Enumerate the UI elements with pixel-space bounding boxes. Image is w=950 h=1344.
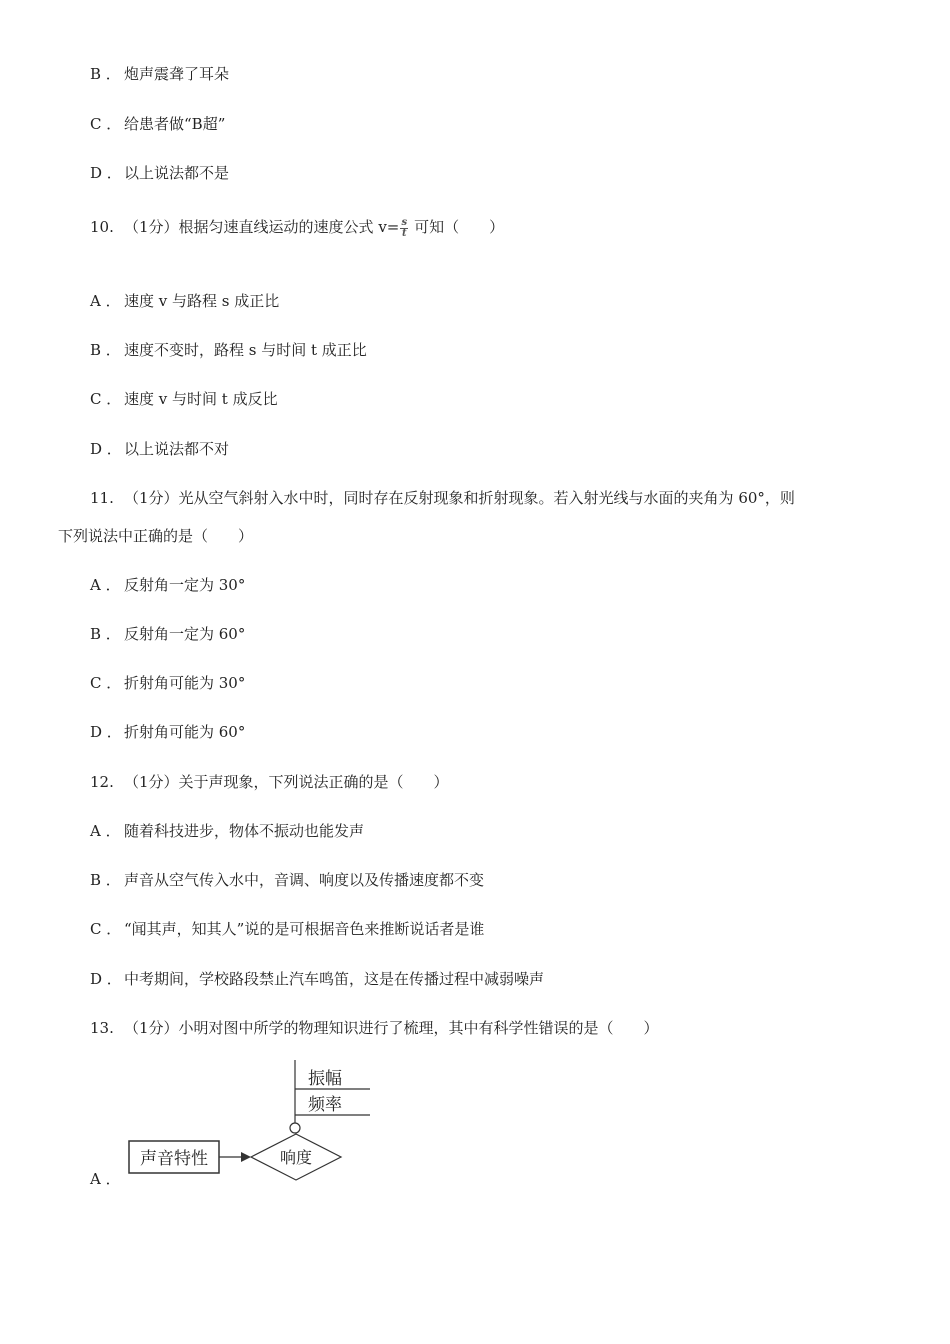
option-text: 折射角可能为 60° — [124, 723, 246, 741]
option-label: B ． — [90, 871, 121, 889]
option-c[interactable] — [90, 918, 484, 940]
option-text: 炮声震聋了耳朵 — [124, 65, 230, 83]
option-text: 以上说法都不对 — [124, 440, 230, 458]
question-11-stem — [90, 487, 795, 509]
option-d[interactable] — [90, 721, 245, 743]
stem-text: （1分）关于声现象，下列说法正确的是（ ） — [124, 773, 449, 791]
option-text: 反射角一定为 30° — [124, 576, 246, 594]
option-label: C ． — [90, 920, 122, 938]
question-number: 11. — [90, 489, 114, 507]
option-text: 中考期间，学校路段禁止汽车鸣笛，这是在传播过程中减弱噪声 — [124, 970, 545, 988]
option-label: C ． — [90, 390, 122, 408]
question-11-stem-cont: 下列说法中正确的是（ ） — [58, 527, 254, 545]
option-label: B ． — [90, 341, 121, 359]
option-label: C ． — [90, 115, 122, 133]
stem-part-b: 可知（ ） — [409, 218, 505, 236]
branch-label-amplitude: 振幅 — [308, 1069, 342, 1089]
option-d[interactable] — [90, 438, 229, 460]
option-text: 速度 v 与路程 s 成正比 — [124, 292, 280, 310]
stem-text: （1分）小明对图中所学的物理知识进行了梳理，其中有科学性错误的是（ ） — [124, 1019, 659, 1037]
option-b[interactable] — [90, 339, 367, 361]
option-label: B ． — [90, 625, 121, 643]
question-12-stem — [90, 771, 449, 793]
option-label: A ． — [90, 1170, 121, 1188]
fraction-numerator: s — [401, 216, 408, 228]
option-text: 声音从空气传入水中，音调、响度以及传播速度都不变 — [124, 871, 485, 889]
option-text: 速度 v 与时间 t 成反比 — [124, 390, 278, 408]
option-label: B ． — [90, 65, 121, 83]
question-number: 13. — [90, 1019, 114, 1037]
question-10-stem — [90, 216, 504, 239]
stem-part-a: （1分）根据匀速直线运动的速度公式 v= — [124, 218, 400, 236]
option-a[interactable] — [90, 290, 279, 312]
option-label: A ． — [90, 822, 121, 840]
box-label: 声音特性 — [140, 1149, 208, 1169]
option-c[interactable] — [90, 113, 225, 135]
option-b[interactable] — [90, 869, 484, 891]
branch-label-frequency: 频率 — [308, 1095, 342, 1115]
option-a[interactable] — [90, 574, 245, 596]
option-a[interactable] — [90, 1168, 124, 1190]
arrow-head — [241, 1152, 251, 1162]
option-text: 随着科技进步，物体不振动也能发声 — [124, 822, 365, 840]
question-13-stem — [90, 1017, 659, 1039]
option-label: C ． — [90, 674, 122, 692]
option-text: 反射角一定为 60° — [124, 625, 246, 643]
connector-circle — [290, 1123, 300, 1133]
fraction-denominator: t — [402, 227, 407, 239]
option-c[interactable] — [90, 672, 245, 694]
option-d[interactable] — [90, 968, 544, 990]
option-d[interactable] — [90, 162, 229, 184]
option-label: D ． — [90, 164, 122, 182]
option-label: A ． — [90, 292, 121, 310]
option-b[interactable] — [90, 623, 245, 645]
option-label: D ． — [90, 970, 122, 988]
option-label: A ． — [90, 576, 121, 594]
velocity-fraction — [400, 218, 408, 239]
option-label: D ． — [90, 440, 122, 458]
option-a[interactable] — [90, 820, 364, 842]
option-text: 速度不变时，路程 s 与时间 t 成正比 — [124, 341, 367, 359]
diamond-label: 响度 — [279, 1148, 313, 1167]
option-text: 给患者做“B超” — [124, 115, 226, 133]
sound-characteristics-diagram — [120, 1060, 380, 1190]
option-text: 以上说法都不是 — [124, 164, 230, 182]
option-text: “闻其声，知其人”说的是可根据音色来推断说话者是谁 — [124, 920, 485, 938]
question-number: 12. — [90, 773, 114, 791]
option-label: D ． — [90, 723, 122, 741]
option-text: 折射角可能为 30° — [124, 674, 246, 692]
option-b[interactable] — [90, 63, 229, 85]
question-number: 10. — [90, 218, 114, 236]
stem-line-1: （1分）光从空气斜射入水中时，同时存在反射现象和折射现象。若入射光线与水面的夹角为 60°，则 — [124, 489, 795, 507]
option-c[interactable] — [90, 388, 278, 410]
